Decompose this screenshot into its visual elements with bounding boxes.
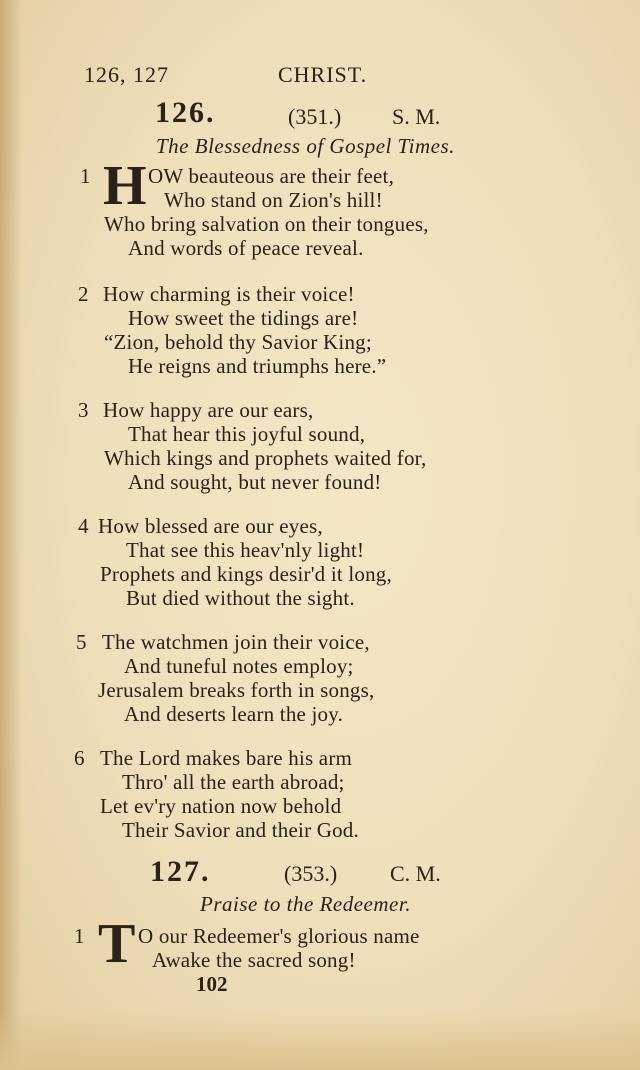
page-number: 102 [196, 972, 228, 996]
hymn-number: 127. [150, 855, 211, 888]
verse-line: Let ev'ry nation now behold [100, 794, 342, 818]
verse-line: How charming is their voice! [103, 282, 355, 306]
verse-line: Thro' all the earth abroad; [122, 770, 345, 794]
verse-line: Jerusalem breaks forth in songs, [98, 678, 375, 702]
verse-number: 2 [78, 282, 89, 306]
page-bottom-shadow [0, 1010, 640, 1070]
verse-line: And tuneful notes employ; [124, 654, 354, 678]
hymn-meter: S. M. [392, 104, 441, 129]
verse-line: And sought, but never found! [128, 470, 382, 494]
running-head-pages: 126, 127 [84, 62, 169, 87]
verse-line: How sweet the tidings are! [128, 306, 359, 330]
verse-number: 6 [74, 746, 85, 770]
verse-line: Prophets and kings desir'd it long, [100, 562, 392, 586]
verse-number: 4 [78, 514, 89, 538]
hymn-number: 126. [155, 96, 216, 129]
hymn-meter: C. M. [390, 861, 441, 886]
drop-cap: T [98, 913, 136, 975]
verse-line: And deserts learn the joy. [124, 702, 344, 726]
verse-line: Who bring salvation on their tongues, [104, 212, 429, 236]
verse-line: How blessed are our eyes, [98, 514, 323, 538]
running-head-title: CHRIST. [278, 62, 368, 87]
hymn-reference: (351.) [288, 104, 342, 129]
hymn-reference: (353.) [284, 861, 338, 886]
verse-number: 5 [76, 630, 87, 654]
verse-line: Which kings and prophets waited for, [104, 446, 427, 470]
verse-line: He reigns and triumphs here.” [128, 354, 387, 378]
verse-number: 3 [78, 398, 89, 422]
hymn-title: The Blessedness of Gospel Times. [156, 134, 455, 158]
verse-line: But died without the sight. [126, 586, 355, 610]
hymn-title: Praise to the Redeemer. [200, 892, 411, 916]
verse-line: OW beauteous are their feet, [148, 164, 395, 188]
verse-line: The watchmen join their voice, [102, 630, 370, 654]
drop-cap: H [103, 155, 147, 217]
page-edge-shadow [0, 0, 22, 1070]
verse-line: Awake the sacred song! [152, 948, 356, 972]
verse-line: O our Redeemer's glorious name [138, 924, 420, 948]
verse-number: 1 [80, 164, 91, 188]
verse-line: And words of peace reveal. [128, 236, 364, 260]
verse-line: That see this heav'nly light! [126, 538, 365, 562]
verse-line: The Lord makes bare his arm [100, 746, 353, 770]
verse-line: “Zion, behold thy Savior King; [104, 330, 372, 354]
verse-line: Who stand on Zion's hill! [164, 188, 383, 212]
verse-line: How happy are our ears, [103, 398, 314, 422]
verse-line: That hear this joyful sound, [128, 422, 366, 446]
verse-line: Their Savior and their God. [122, 818, 359, 842]
verse-number: 1 [74, 924, 85, 948]
